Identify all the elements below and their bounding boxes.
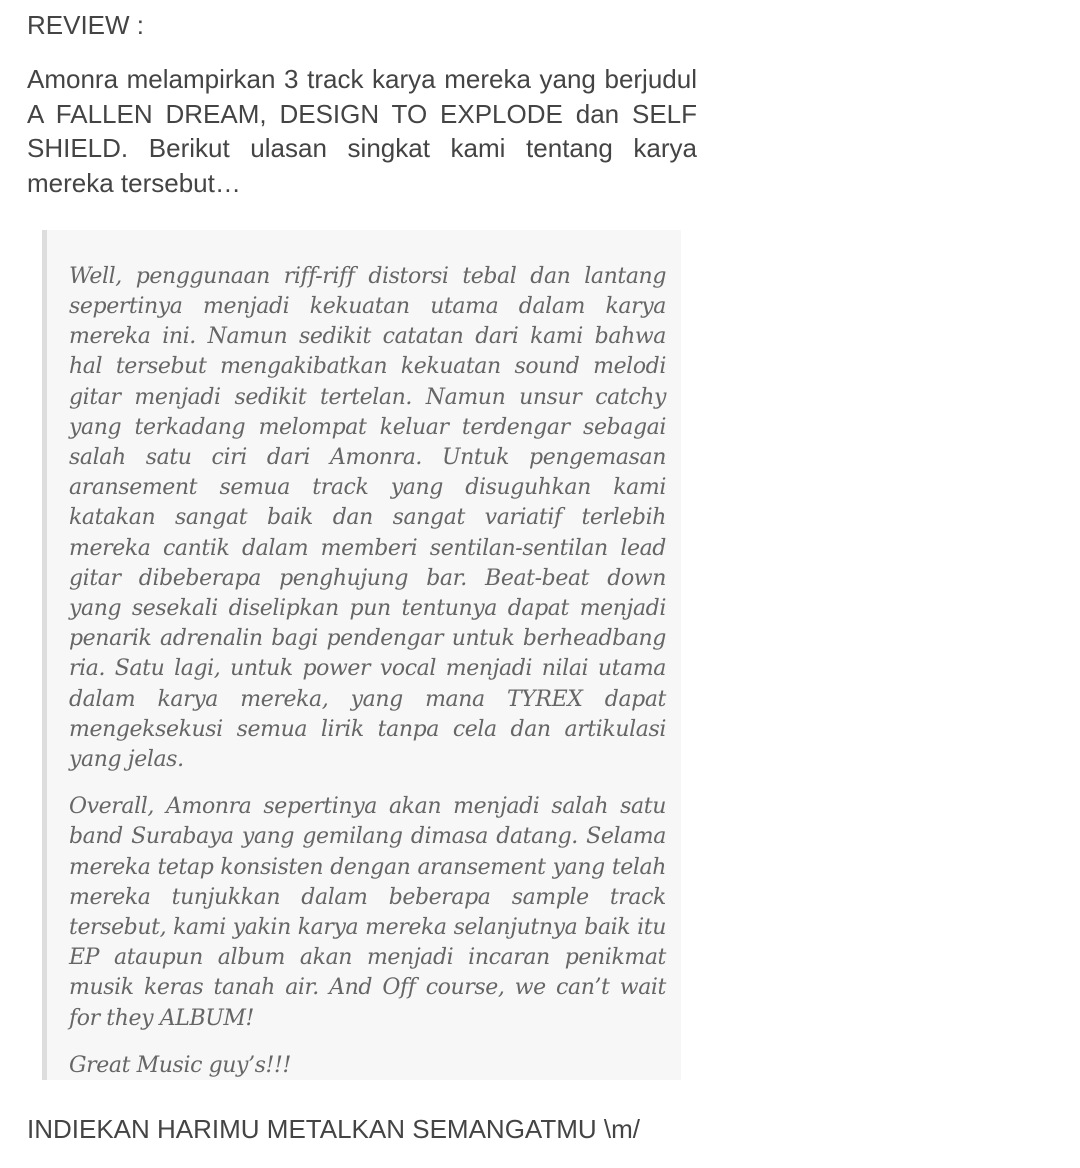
quote-closing-line: Great Music guy’s!!! — [69, 1052, 291, 1078]
intro-paragraph: Amonra melampirkan 3 track karya mereka yang berjudul A FALLEN DREAM, DESIGN TO EXPLODE dan SELF SHIELD. Berikut ulasan singkat kami tentang karya mereka tersebut… — [27, 64, 697, 199]
quote-paragraph-1: Well, penggunaan riff-riff distorsi tebal dan lantang sepertinya menjadi kekuatan utama dalam karya mereka ini. Namun sedikit catatan dari kami bahwa hal tersebut mengakibatkan kekuatan sound melodi gitar menjadi sedikit tertelan. Namun unsur catchy yang terkadang melompat keluar terdengar sebagai salah satu ciri dari Amonra. Untuk pengemasan aransement semua track yang disuguhkan kami katakan sangat baik dan sangat variatif terlebih mereka cantik dalam memberi sentilan-sentilan lead gitar dibeberapa penghujung bar. Beat-beat down yang sesekali diselipkan pun tentunya dapat menjadi penarik adrenalin bagi pendengar untuk berheadbang ria. Satu lagi, untuk power vocal menjadi nilai utama dalam karya mereka, yang mana TYREX dapat mengeksekusi semua lirik tanpa cela dan artikulasi yang jelas. — [69, 263, 666, 773]
footer-tagline: INDIEKAN HARIMU METALKAN SEMANGATMU \m/ — [27, 1113, 640, 1144]
quote-paragraph-2: Overall, Amonra sepertinya akan menjadi salah satu band Surabaya yang gemilang dimasa datang. Selama mereka tetap konsisten dengan aransement yang telah mereka tunjukkan dalam beberapa sample track tersebut, kami yakin karya mereka selanjutnya baik itu EP ataupun album akan menjadi incaran penikmat musik keras tanah air. And Off course, we can’t wait for they ALBUM! — [69, 794, 666, 1031]
review-blockquote — [42, 230, 681, 1080]
review-heading: REVIEW : — [27, 10, 145, 40]
article — [27, 0, 697, 1146]
